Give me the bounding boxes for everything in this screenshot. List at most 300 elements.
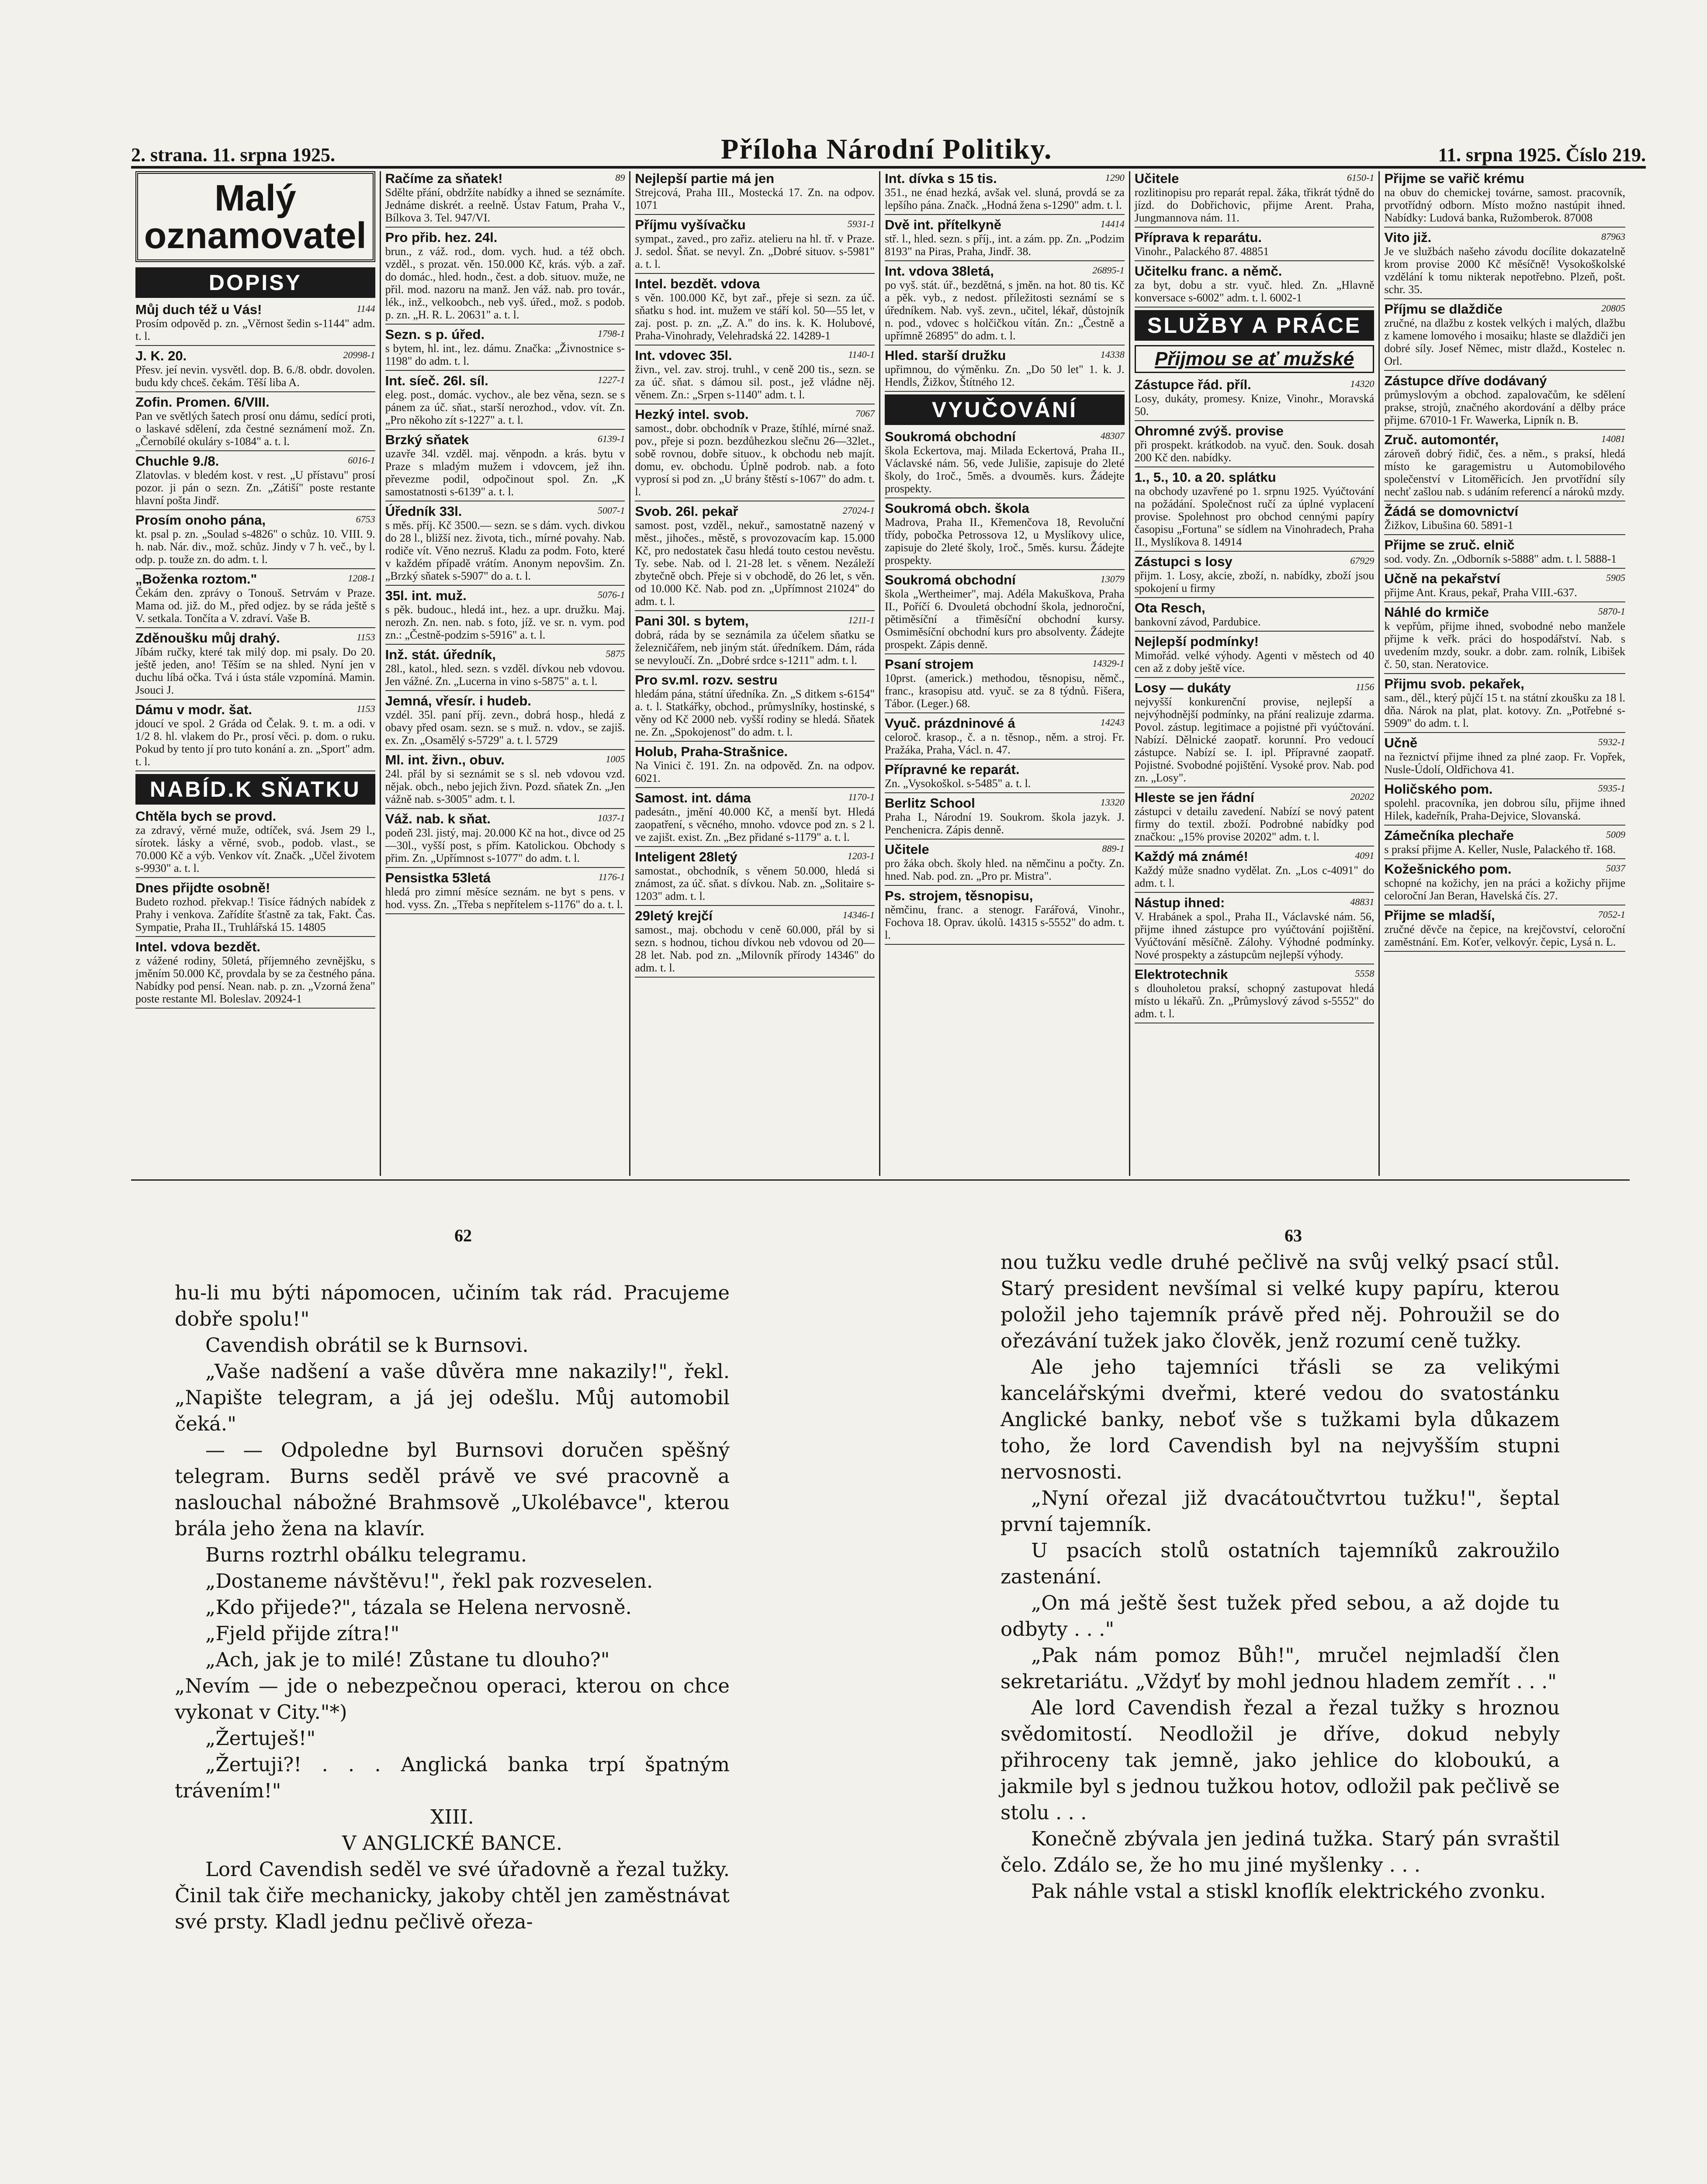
ad-text: 24l. přál by si seznámit se s sl. neb vdovou vzd. nějak. obch., nebo jejich živn. Pozd. sňatek Zn. „Jen vážně nab. s-3005" adm. t. l.: [385, 767, 625, 805]
classified-ad: [385, 230, 625, 325]
ad-code: 14329-1: [1092, 658, 1125, 669]
ad-code: 6150-1: [1347, 172, 1375, 183]
classified-ad: [385, 871, 625, 914]
ad-text: stř. l., hled. sezn. s příj., int. a zám. pp. Zn. „Podzim 8193" na Piras, Praha, Jindř. 38.: [885, 232, 1125, 258]
classified-ad: [1384, 908, 1625, 952]
ad-heading: Učitele: [1134, 171, 1179, 186]
ad-text: Na Vinici č. 191. Zn. na odpověd. Zn. na odpov. 6021.: [635, 759, 875, 784]
ad-code: 5009: [1606, 829, 1626, 840]
classified-ad: [1135, 264, 1375, 308]
classified-ad: [1135, 634, 1375, 678]
ads-column-1: [131, 171, 381, 1176]
ad-text: sympat., zaved., pro zařiz. atelieru na hl. tř. v Praze. J. sedol. Šňat. se nevyl. Zn. „Dobré situov. s-5981" a. t. l.: [635, 232, 875, 270]
ad-text: s bytem, hl. int., lez. dámu. Značka: „Živnostnice s-1198" do adm. t. l.: [385, 342, 625, 367]
ad-heading: Berlitz School: [885, 795, 975, 811]
classified-ad: [885, 842, 1125, 886]
classified-ad: [1384, 432, 1625, 501]
ad-code: 889-1: [1102, 843, 1125, 854]
story-paragraph: Cavendish obrátil se k Burnsovi.: [205, 1334, 529, 1357]
story-paragraph: U psacích stolů ostatních tajemníků zakroužilo zastenání.: [1001, 1539, 1560, 1588]
ad-code: 20202: [1350, 791, 1375, 802]
ad-text: Praha I., Národní 19. Soukrom. škola jazyk. J. Penchenicra. Zápis denně.: [885, 811, 1125, 836]
ad-heading: Intel. bezdět. vdova: [635, 276, 760, 291]
ad-code: 48307: [1100, 430, 1125, 441]
ad-text: Jíbám ručky, které tak milý dop. mi psaly. Do 20. ještě jeden, ano! Těším se na shled. Nyní jen v duchu líbá očka. Tvá i ústa stále vzpomíná. Mamin. Jsouci J.: [135, 646, 375, 696]
ad-text: V. Hrabánek a spol., Praha II., Václavské nám. 56, přijme ihned zástupce pro vyúčtování pojištění. Vyúčtování měsíčně. Zálohy. Výhodné podmínky. Nové prospekty a zástupcům nejlepší výhody.: [1134, 910, 1375, 961]
classified-ad: [635, 276, 875, 346]
classified-ad: [1135, 171, 1375, 228]
ad-heading: Jemná, vřesír. i hudeb.: [385, 693, 531, 708]
classified-ad: [885, 657, 1125, 713]
ad-text: němčinu, franc. a stenogr. Farářová, Vinohr., Fochova 18. Oprav. úkolů. 14315 s-5552" do adm. t. l.: [885, 903, 1125, 941]
ad-text: zároveň dobrý řidič, čes. a něm., s praksí, hledá místo ke garagemistru u Automobilového společenství v Litoměřicích. Jen prvotřídní síly nechť zašlou nab. s udáním referencí a nároků mzdy.: [1384, 447, 1626, 498]
ad-heading: Učitele: [885, 842, 929, 857]
header-center: Příloha Národní Politiky.: [721, 133, 1053, 165]
classified-ad: [385, 327, 625, 371]
ad-text: Madrova, Praha II., Křemenčova 18, Revoluční třídy, pobočka Petrossova 12, u Myslíkovy ulice, zapisuje do 2leté školy, 1roč., 5měs. kursu. Žádejte prospekty.: [885, 516, 1125, 567]
classified-ad: [1135, 895, 1375, 964]
ad-code: 14243: [1100, 717, 1125, 728]
ad-code: 1170-1: [848, 791, 875, 802]
ad-code: 5076-1: [598, 589, 625, 600]
ad-heading: Pro sv.ml. rozv. sestru: [635, 672, 778, 688]
classified-ad: [385, 432, 625, 501]
ad-code: 14338: [1100, 349, 1125, 360]
ad-heading: Přijme se mladší,: [1384, 908, 1495, 923]
ad-code: 6753: [356, 514, 375, 525]
classified-ad: [635, 673, 875, 742]
ad-heading: Dnes přijdte osobně!: [135, 880, 270, 895]
ad-heading: Úředník 33l.: [385, 504, 462, 519]
ad-heading: Přijmu svob. pekařek,: [1384, 676, 1524, 691]
classified-ad: [1384, 862, 1625, 905]
ad-heading: Samost. int. dáma: [635, 790, 751, 805]
classified-ad: [885, 501, 1125, 570]
ad-code: 48831: [1350, 896, 1375, 907]
story-paragraph: Pak náhle vstal a stiskl knoflík elektrického zvonku.: [1031, 1880, 1546, 1903]
ad-heading: Int. vdovec 35l.: [635, 348, 732, 363]
ad-heading: Chtěla bych se provd.: [135, 809, 277, 824]
classified-ad: [135, 513, 375, 569]
ad-text: bankovní závod, Pardubice.: [1134, 615, 1261, 628]
story-right: [1001, 1249, 1560, 1904]
ad-code: 5875: [606, 648, 625, 659]
ad-code: 1176-1: [598, 871, 625, 882]
classified-ad: [885, 171, 1125, 215]
ad-code: 6139-1: [598, 433, 625, 444]
ad-text: s praksí přijme A. Keller, Nusle, Palackého tř. 168.: [1384, 843, 1616, 856]
ad-text: Losy, dukáty, promesy. Knize, Vinohr., Moravská 50.: [1134, 392, 1375, 418]
ad-text: při prospekt. krátkodob. na vyuč. den. Souk. dosah 200 Kč den. nabídky.: [1134, 439, 1375, 464]
ad-heading: Učně: [1384, 735, 1418, 750]
section-prijmou: Přijmou se ať mužské: [1135, 345, 1375, 373]
page-header: [131, 129, 1646, 169]
ad-code: 5905: [1606, 572, 1626, 583]
ad-heading: Brzký sňatek: [385, 432, 469, 447]
ad-heading: Zámečníka plechaře: [1384, 828, 1514, 843]
ad-code: 1211-1: [848, 615, 875, 625]
ad-heading: Int. vdova 38letá,: [885, 263, 994, 279]
ad-heading: Zástupce dříve dodávaný: [1384, 373, 1547, 388]
ad-text: zručné děvče na čepice, na krejčovství, celoroční zaměstnání. Em. Koťer, velkovýr. čepic, Lysá n. L.: [1384, 923, 1626, 948]
ad-heading: Nástup ihned:: [1134, 895, 1225, 910]
ads-column-5: [1130, 171, 1380, 1176]
ad-text: hledá pro zimní měsíce seznám. ne byt s pens. v hod. vyss. Zn. „Třeba s nepřítelem s-1176" do a. t. l.: [385, 885, 625, 911]
ad-heading: Dvě int. přítelkyně: [885, 217, 1002, 232]
story-paragraph: „Nyní ořezal již dvacátoučtvrtou tužku!", šeptal první tajemník.: [1001, 1486, 1560, 1536]
story-paragraph: „Nevím — jde o nebezpečnou operaci, kterou on chce vykonat v City."*): [175, 1674, 730, 1724]
ad-code: 5558: [1355, 968, 1375, 979]
ad-code: 5037: [1606, 863, 1626, 874]
section-vyucovani: VYUČOVÁNÍ: [885, 394, 1125, 425]
ad-text: po vyš. stát. úř., bezdětná, s jměn. na hot. 80 tis. Kč a pěk. vyb., z nedost. příležitosti seznámí se s úředníkem. Nab. vyš. zevn., učitel, lékař, důstojník n. pod., vdovec s holčičkou vítán. Zn.: „Čestně a upřímně 26895" do adm. t. l.: [885, 279, 1125, 342]
story-paragraph: nou tužku vedle druhé pečlivě na svůj velký psací stůl. Starý president nevšímal si velké kupy papíru, kterou položil jeho tajemník právě před něj. Pohroužil se do ořezávání tužek jako člověk, jenž rozumí ceně tužky.: [1001, 1251, 1560, 1352]
ad-heading: Zruč. automontér,: [1384, 432, 1499, 447]
ad-code: 27024-1: [842, 505, 875, 516]
ad-heading: 1., 5., 10. a 20. splátku: [1134, 470, 1276, 485]
ad-text: zástupci v detailu zavedení. Nabízí se nový patent firmy do textil. zboží. Podrobné nabídky pod značkou: „15% provise 20202" adm. t. l.: [1134, 805, 1375, 843]
ad-text: Sdělte přání, obdržíte nabídky a ihned se seznámíte. Jednáme diskrét. a reelně. Ústav Fatum, Praha V., Bílkova 3. Tel. 947/VI.: [385, 186, 625, 224]
section-nabidky: NABÍD.K SŇATKU: [135, 774, 375, 805]
ad-heading: Váž. nab. k sňat.: [385, 811, 491, 826]
ad-text: na obchody uzavřené po 1. srpnu 1925. Vyúčtování na požádání. Společnost ručí za úplné vyplacení provise. Spolehnost pro obchod cennými papíry časopisu „Fortuna" se sídlem na Vinohradech, Praha II., Myslíkova 8. 14914: [1134, 485, 1375, 548]
ad-text: hledám pána, státní úředníka. Zn. „S ditkem s-6154" a. t. l. Statkářky, obchod., průmyslníky, hostinské, s věny od Kč 2000 neb. vyšší rodiny se hledá. Sňatek ne. Zn. „Spokojenost" do adm. t. l.: [635, 688, 875, 738]
ad-code: 26895-1: [1092, 265, 1125, 276]
ad-text: dobrá, ráda by se seznámila za účelem sňatku se železničářem, neb jiným stát. úředníkem. Dám, ráda se nevyloučí. Zn. „Dobré srdce s-1211" adm. t. l.: [635, 629, 875, 667]
ad-heading: Intel. vdova bezdět.: [135, 939, 260, 954]
header-left: 2. strana. 11. srpna 1925.: [131, 144, 335, 166]
ad-heading: Dámu v modr. šat.: [135, 702, 253, 717]
classified-ad: [1384, 171, 1625, 228]
ad-code: 5007-1: [598, 505, 625, 516]
classified-ad: [635, 407, 875, 501]
ad-heading: Psaní strojem: [885, 657, 974, 672]
ad-code: 14346-1: [842, 909, 875, 920]
classified-ad: [1384, 571, 1625, 602]
story-paragraph: Ale jeho tajemníci třásli se za velikými kancelářskými dveřmi, které vedou do svatostánku Anglické banky, neboť vše s tužkami byla důkazem toho, že lord Cavendish byl na nejvyšším stupni nervosnosti.: [1001, 1355, 1560, 1483]
ad-text: brun., z váž. rod., dom. vych. hud. a též obch. vzděl., s prozat. věn. 150.000 Kč, krás. výb. a zař. do domác., hled. hodn., čest. a dob. situov. muže, ne přil. mod. nazoru na manž. Jen váž. nab. pro továr., lék., inž., velkoobch., neb vyš. úřed., mož. s podob. p. zn. „H. R. L. 20631" a. t. l.: [385, 245, 625, 321]
ad-text: upřimnou, do výměnku. Zn. „Do 50 let" 1. k. J. Hendls, Žižkov, Štítného 12.: [885, 363, 1125, 388]
classified-ad: [635, 909, 875, 978]
ad-code: 4091: [1355, 850, 1375, 861]
ad-heading: Pani 30l. s bytem,: [635, 613, 749, 629]
page-number-right: 63: [1285, 1226, 1302, 1245]
story-paragraph: Burns roztrhl obálku telegramu.: [205, 1543, 527, 1566]
classified-ad: [1135, 377, 1375, 421]
ad-code: 1290: [1105, 172, 1125, 183]
ad-heading: Soukromá obchodní: [885, 572, 1016, 587]
ad-text: z vážené rodiny, 50letá, příjemného zevnějšku, s jměním 50.000 Kč, provdala by se za čestného pána. Nabídky pod pensí. Nean. nab. p. zn. „Vzorná žena" poste restante Ml. Boleslav. 20924-1: [135, 954, 375, 1005]
classified-ad: [635, 504, 875, 611]
classified-ad: [635, 614, 875, 670]
ad-text: k vepřům, přijme ihned, svobodné nebo manžele přijme k veřk. práci do hospodářství. Nab. s uvedením mzdy, soukr. a dobr. zam. rolník, Libišek č. 50, stan. Neratovice.: [1384, 620, 1626, 670]
ad-heading: Přijme se vařič krému: [1384, 171, 1524, 186]
ad-text: Strejcová, Praha III., Mostecká 17. Zn. na odpov. 1071: [635, 186, 875, 211]
ad-text: eleg. post., domác. vychov., ale bez věna, sezn. se s pánem za úč. sňat., starší nerozhod., vdov. vít. Zn. „Pro někoho zít s-1227" a. t. l.: [385, 388, 625, 426]
ad-text: samostat., obchodník, s věnem 50.000, hledá si známost, za úč. sňat. s dívkou. Nab. zn. „Solitaire s-1203" adm. t. l.: [635, 864, 875, 902]
ad-text: samost. post, vzděl., nekuř., samostatně nazený v měst., jihočes., městě, s provozovacím kap. 15.000 Kč, pro nedostatek času hledá touto cestou nevěstu. Ty. sebe. Nab. od l. 21-28 let. s věnem. Nezáleží zbytečně obch. Přeje si v obchodě, do 26 let, s věn. od 10.000 Kč. Nab. pod zn. „Upřímnost 21024" do adm. t. l.: [635, 519, 875, 608]
classified-ad: [1384, 302, 1625, 371]
story-paragraph: „Žertuješ!": [205, 1727, 316, 1750]
story-paragraph: Ale lord Cavendish řezal a řezal tužky s hroznou svědomitostí. Neodložil je dříve, dokud nebyly přihroceny tak jemně, jako jehlice do kloboukú, a jakmile byl s jednou tužkou hotov, odložil pak pečlivě se stolu . . .: [1001, 1696, 1560, 1824]
classified-ad: [135, 702, 375, 771]
ad-heading: Příjmu se dlaždiče: [1384, 301, 1503, 317]
ad-heading: Soukromá obchodní: [885, 429, 1016, 444]
ad-heading: Přípravné ke reparát.: [885, 762, 1020, 777]
classified-ad: [885, 573, 1125, 654]
ad-heading: Náhlé do krmiče: [1384, 605, 1489, 620]
classified-ad: [385, 373, 625, 430]
ads-column-4: [880, 171, 1130, 1176]
ad-text: rozlitinopisu pro reparát repal. žáka, třikrát týdně do jízd. do Dobřichovic, přijme Arent. Praha, Jungmannova nám. 11.: [1134, 186, 1375, 224]
ad-heading: Žádá se domovnictví: [1384, 504, 1518, 519]
ad-text: průmyslovým a obchod. zapalovačům, ke sdělení prakse, strojů, značného akordování a dělby práce přijme. 67010-1 Fr. Wawerka, Lipník n. B.: [1384, 388, 1626, 426]
ad-heading: Kožešnického pom.: [1384, 861, 1512, 877]
ad-text: na obuv do chemickej továrne, samost. pracovník, prvotřídný odborn. Místo možno nastúpit ihned. Nabídky: Ludová banka, Ružomberok. 87008: [1384, 186, 1626, 224]
classified-ad: [385, 647, 625, 691]
classified-ad: [885, 429, 1125, 498]
classified-ad: [885, 762, 1125, 793]
ad-heading: Sezn. s p. úřed.: [385, 327, 485, 342]
classified-ad: [635, 218, 875, 274]
ad-heading: Pensistka 53letá: [385, 870, 491, 885]
story-paragraph: — — Odpoledne byl Burnsovi doručen spěšný telegram. Burns seděl právě ve své pracovně a naslouchal nábožné Brahmsově „Ukolébavce", kterou brála jeho žena na klavír.: [175, 1438, 730, 1540]
classified-ad: [1135, 230, 1375, 261]
classified-ad: [135, 572, 375, 628]
masthead: Malý oznamovatel: [135, 171, 375, 262]
ad-heading: Losy — dukáty: [1134, 680, 1231, 695]
ad-text: pro žáka obch. školy hled. na němčinu a počty. Zn. hned. Nab. pod. zn. „Pro pr. Mistra".: [885, 857, 1125, 882]
classified-ad: [1384, 736, 1625, 779]
ad-text: Zlatovlas. v bledém kost. v rest. „U přístavu" prosí pozor. ji pán o sezn. Zn. „Zátiší" poste restante hlavní pošta Jindř.: [135, 469, 375, 507]
ad-text: s pěk. budouc., hledá int., hez. a upr. družku. Maj. nerozh. Zn. nen. nab. s foto, jíž. ve sr. n. vym. pod zn.: „Čestně-podzim s-5916" a. t. l.: [385, 603, 625, 641]
ad-heading: Nejlepší partie má jen: [635, 171, 775, 186]
ad-text: sam., děl., který půjčí 15 t. na státní zkoušku za 18 l. dňa. Nárok na plat, plat. kotovy. Zn. „Potřebné s-5909" do adm. t. l.: [1384, 691, 1626, 729]
classified-ad: [1135, 967, 1375, 1023]
ad-text: Pan ve světlých šatech prosí onu dámu, sedící proti, o laskavé sdělení, zda čestné seznámení mož. Zn. „Černobílé okuláry s-1084" a. t. l.: [135, 410, 375, 448]
ad-code: 1227-1: [598, 374, 625, 385]
ad-code: 14414: [1100, 218, 1125, 229]
classified-ad: [385, 694, 625, 750]
story-left: [175, 1280, 730, 1935]
ad-text: škola Eckertova, maj. Milada Eckertová, Praha II., Václavské nám. 56, vede Julišie, zapisuje do 2leté školy, do 1roč., 5měs. a dvouměs. kurs. Žádejte prospekty.: [885, 444, 1125, 495]
ad-text: Je ve službách našeho závodu docílite dokazatelně krom provise 2000 Kč měsíčně! Vysokoškolské vzdělání k tomu nikterak nepotřebno. Plzeň, pošt. schr. 35.: [1384, 245, 1626, 296]
ad-heading: Soukromá obch. škola: [885, 501, 1029, 516]
ad-code: 67929: [1350, 555, 1375, 566]
classified-ad: [885, 348, 1125, 392]
classified-ad: [135, 881, 375, 937]
classified-ad: [1135, 470, 1375, 552]
ad-code: 13320: [1100, 797, 1125, 808]
ad-heading: Int. síeč. 26l. síl.: [385, 373, 488, 388]
classified-ad: [635, 744, 875, 788]
classified-ad: [385, 588, 625, 645]
classified-ad: [1384, 230, 1625, 299]
ad-code: 7067: [855, 408, 875, 419]
ad-heading: J. K. 20.: [135, 348, 187, 363]
classified-ad: [885, 218, 1125, 261]
ad-text: Přesv. jeí nevin. vysvětl. dop. B. 6./8. obdr. dovolen. budu kdy chceš. čekám. Těší liba A.: [135, 363, 375, 389]
classified-ad: [635, 850, 875, 906]
classified-ad: [635, 348, 875, 404]
ad-text: Žižkov, Libušina 60. 5891-1: [1384, 519, 1513, 532]
ad-heading: Zděnoušku můj drahý.: [135, 630, 280, 646]
story-paragraph: „Žertuji?! . . . Anglická banka trpí špatným trávením!": [175, 1753, 730, 1802]
ad-code: 1208-1: [348, 573, 375, 584]
ad-code: 1153: [357, 632, 375, 643]
ad-code: 1203-1: [847, 850, 875, 861]
ad-text: přijm. 1. Losy, akcie, zboží, n. nabídky, zboží jsou spokojení u firmy: [1134, 569, 1375, 594]
ad-text: samost., maj. obchodu v ceně 60.000, přál by si sezn. s hodnou, tichou dívkou neb vdovou od 20—28 let. Nab. pod zn. „Milovník přírody 14346" do adm. t. l.: [635, 923, 875, 974]
ad-heading: Zástupci s losy: [1134, 554, 1233, 569]
story-paragraph: „Vaše nadšení a vaše důvěra mne nakazily!", řekl. „Napište telegram, a já jej odešlu. Můj automobil čeká.": [175, 1360, 730, 1435]
story-paragraph: „On má ještě šest tužek před sebou, a až dojde tu odbyty . . .": [1001, 1591, 1560, 1641]
ad-code: 5931-1: [847, 218, 875, 229]
ad-heading: Holub, Praha-Strašnice.: [635, 744, 788, 759]
classified-ad: [385, 753, 625, 809]
classified-ad: [135, 395, 375, 451]
ad-text: s měs. příj. Kč 3500.— sezn. se s dám. vych. divkou do 28 l., bližší nez. života, tich., mírné povahy. Nab. rodiče vít. Věno nezruš. Kladu za podm. Foto, které v každém případě vrátím. Anonym nepovšim. Zn. „Brzký sňatek s-5907" do a. t. l.: [385, 519, 625, 582]
ad-code: 1140-1: [848, 349, 875, 360]
ad-text: jdoucí ve spol. 2 Gráda od Čelak. 9. t. m. a odi. v 1/2 8. hl. vlakem do Pr., prosí věci. p. dom. o ruku. Pokud by tento jí pro tuto konání a. zn. „Sport" adm. t. l.: [135, 717, 375, 768]
classified-ad: [135, 940, 375, 1009]
ad-code: 20805: [1601, 303, 1626, 314]
classified-ad: [1384, 504, 1625, 535]
classified-ad: [885, 796, 1125, 840]
ads-column-3: [630, 171, 880, 1176]
ad-heading: Inž. stát. úředník,: [385, 647, 496, 662]
ad-text: Mimořád. velké výhody. Agenti v městech od 40 cen až z doby ještě více.: [1134, 649, 1375, 674]
classified-ad: [1384, 538, 1625, 569]
story-paragraph: „Kdo přijede?", tázala se Helena nervosně.: [205, 1596, 632, 1619]
ad-text: kt. psal p. zn. „Soulad s-4826" o schůz. 10. VIII. 9. h. nab. Nár. div., mož. schůz. Jindy v 7 h. več., by l. odp. p. touže zn. do adm. t. l.: [135, 528, 375, 566]
ad-heading: Příjmu vyšívačku: [635, 217, 746, 232]
classified-ad: [135, 302, 375, 346]
ad-heading: Vito již.: [1384, 230, 1432, 245]
classified-ad: [1135, 681, 1375, 788]
ad-heading: „Boženka roztom.": [135, 571, 257, 587]
ad-text: živn., vel. zav. stroj. truhl., v ceně 200 tis., sezn. se za úč. sňat. s dámou sil. post., jež vládne něj. věnem. Zn.: „Srpen s-1140" adm. t. l.: [635, 363, 875, 401]
ad-text: 10prst. (americk.) methodou, těsnopisu, němč., franc., krasopisu atd. vyuč. se za 8 týdnů. Fišera, Tábor. (Leger.) 68.: [885, 672, 1125, 710]
ad-text: přijme Ant. Kraus, pekař, Praha VIII.-637.: [1384, 586, 1577, 599]
ad-text: padesátn., jmění 40.000 Kč, a menší byt. Hledá zaopatření, s věcného, mnoho. vdovce pod zn. s 2 l. ve zajišt. exist. Zn. „Bez přidané s-1179" a. t. l.: [635, 805, 875, 843]
ad-text: s dlouholetou praksí, schopný zastupovat hledá místo u lékařů. Zn. „Průmyslový závod s-5552" do adm. t. l.: [1134, 982, 1375, 1020]
story-paragraph: Konečně zbývala jen jediná tužka. Starý pán svraštil čelo. Zdálo se, že ho mu jiné myšlenky . . .: [1001, 1827, 1560, 1876]
ad-heading: Ml. int. živn., obuv.: [385, 752, 505, 767]
ad-heading: Učně na pekařství: [1384, 571, 1500, 586]
ad-code: 6016-1: [348, 455, 375, 466]
ad-text: Vinohr., Palackého 87. 48851: [1134, 245, 1269, 258]
ad-heading: Vyuč. prázdninové á: [885, 715, 1015, 731]
ad-heading: Inteligent 28letý: [635, 849, 738, 864]
classified-ad: [635, 791, 875, 847]
ad-heading: Zástupce řád. příl.: [1134, 377, 1251, 392]
classified-ad: [1384, 373, 1625, 430]
ad-text: podeň 23l. jistý, maj. 20.000 Kč na hot., divce od 25—30l., vyšší post, s přím. Katolickou. Obchody s přim. Zn. „Upřímnost s-1077" do adm. t. l.: [385, 826, 625, 864]
story-paragraph: „Fjeld přijde zítra!": [205, 1622, 400, 1645]
ad-code: 1153: [357, 703, 375, 714]
ad-heading: Příprava k reparátu.: [1134, 230, 1262, 245]
ad-text: Prosím odpověd p. zn. „Věrnost šedin s-1144" adm. t. l.: [135, 317, 375, 342]
ad-text: Budeto rozhod. překvap.! Tisíce řádných nabídek z Prahy i venkova. Zařídíte šťastně za tak, Fakt. Čas. Sympatie, Praha II., Truhlářská 15. 14805: [135, 895, 375, 933]
classified-ad: [135, 454, 375, 510]
ad-code: 5932-1: [1598, 736, 1626, 747]
classified-ad: [1135, 554, 1375, 598]
ad-heading: Ota Resch,: [1134, 600, 1205, 615]
ad-heading: Můj duch též u Vás!: [135, 302, 262, 317]
ad-heading: Ohromné zvýš. provise: [1134, 423, 1284, 439]
page-number-left: 62: [454, 1226, 472, 1245]
ad-heading: Zofin. Promen. 6/VIII.: [135, 394, 270, 410]
ad-code: 89: [615, 172, 625, 183]
chapter-heading: V ANGLICKÉ BANCE.: [342, 1832, 562, 1855]
ad-code: 5870-1: [1598, 606, 1626, 617]
ad-text: uzavře 34l. vzděl. maj. věnpodn. a krás. bytu v Praze s mladým mužem i vdovcem, jež ihn. převezme podil, odpočinout spol. Zn. „K samostatnosti s-6139" a. t. l.: [385, 447, 625, 498]
ad-text: Zn. „Vysokoškol. s-5485" a. t. l.: [885, 777, 1031, 790]
ad-heading: Hezký intel. svob.: [635, 407, 749, 422]
ad-heading: Ps. strojem, těsnopisu,: [885, 888, 1033, 903]
ad-heading: Pro přib. hez. 24l.: [385, 230, 498, 245]
ad-text: 28l., katol., hled. sezn. s vzděl. dívkou neb vdovou. Jen vážné. Zn. „Lucerna in vino s-5875" a. t. l.: [385, 662, 625, 688]
classified-ad: [1384, 782, 1625, 826]
ad-text: s věn. 100.000 Kč, byt zař., přeje si sezn. za úč. sňatku s hod. int. mužem ve stáří kol. 50—55 let, v zaj. post. p. zn. „Z. A." do ins. k. K. Holubové, Praha-Vinohrady, Velehradská 22. 14289-1: [635, 291, 875, 342]
classified-ads: [131, 171, 1630, 1176]
story-paragraph: „Dostaneme návštěvu!", řekl pak rozveselen.: [205, 1569, 653, 1593]
ad-heading: Elektrotechnik: [1134, 967, 1228, 982]
classified-ad: [885, 716, 1125, 760]
ad-text: sod. vody. Zn. „Odborník s-5888" adm. t. l. 5888-1: [1384, 553, 1617, 565]
ad-code: 1144: [357, 303, 375, 314]
ad-heading: Přijme se zruč. elnič: [1384, 537, 1515, 553]
section-dopisy: DOPISY: [135, 267, 375, 298]
ad-code: 13079: [1100, 574, 1125, 584]
classified-ad: [1135, 424, 1375, 467]
ad-heading: Učitelku franc. a němč.: [1134, 263, 1282, 279]
classified-ad: [885, 264, 1125, 346]
ad-code: 7052-1: [1598, 909, 1626, 920]
ad-text: škola „Wertheimer", maj. Adéla Makuškova, Praha II., Poříčí 6. Dvouletá obchodní škola, jednoroční, pětiměsíční a třiměsíční obchodní kursy. Osmiměsíční obchodní kurs pro absolventy. Žádejte prospekt. Zápis denně.: [885, 587, 1125, 651]
story-paragraph: hu-li mu býti nápomocen, učiním tak rád. Pracujeme dobře spolu!": [175, 1281, 730, 1330]
ad-heading: Int. dívka s 15 tis.: [885, 171, 997, 186]
classified-ad: [135, 349, 375, 392]
ad-code: 1156: [1355, 681, 1375, 692]
ad-text: Každý může snadno vydělat. Zn. „Los c-4091" do adm. t. l.: [1134, 864, 1375, 889]
classified-ad: [1384, 605, 1625, 674]
ad-heading: 29letý krejčí: [635, 908, 713, 923]
classified-ad: [385, 812, 625, 868]
ads-column-2: [381, 171, 631, 1176]
classified-ad: [135, 631, 375, 700]
ad-text: zručné, na dlažbu z kostek velkých i malých, dlažbu z kamene lomového i mosaiku; hlaste se dlaždiči jen dobré síly. Josef Němec, mistr dlažd., Kostelec n. Orl.: [1384, 317, 1626, 367]
ad-heading: Prosím onoho pána,: [135, 512, 266, 528]
ad-code: 14320: [1350, 378, 1375, 389]
ad-code: 14081: [1601, 433, 1626, 444]
ad-code: 5935-1: [1598, 783, 1626, 794]
classified-ad: [1384, 828, 1625, 859]
classified-ad: [1135, 601, 1375, 632]
classified-ad: [1135, 790, 1375, 847]
section-sluzby: SLUŽBY A PRÁCE: [1135, 310, 1375, 341]
ad-text: za zdravý, věrné muže, odtíček, svá. Jsem 29 l., sírotek. lásky a věrné, svob., podob. vlast., se 70.000 Kč a výb. Venkov vít. Značk. „Učel životem s-9930" a. t. l.: [135, 824, 375, 874]
ad-heading: Chuchle 9./8.: [135, 453, 219, 469]
ad-heading: Svob. 26l. pekař: [635, 504, 738, 519]
ad-text: vzdél. 35l. paní příj. zevn., dobrá hosp., hledá z obavy před osam. sezn. se s muž. n. vdov., se zajiš. ex. Zn. „Osamělý s-5729" a. t. l. 5729: [385, 708, 625, 746]
ad-code: 20998-1: [343, 349, 375, 360]
classified-ad: [135, 809, 375, 878]
ad-text: Čekám den. zprávy o Tonouš. Setrvám v Praze. Mama od. již. do M., před odjez. by se ráda ještě s V. setkala. Tončíta a V. zdraví. Vaše B.: [135, 587, 375, 625]
classified-ad: [1135, 849, 1375, 893]
ad-text: nejvyšší konkurenční provise, nejlepší a nejvýhodnější podmínky, na přání realizuje zdarma. Povol. zástup. legitimace a pojistné při vyúčtování. Nabízí. Dělnické zaopatř. korunní. Pro vedoucí zástupce. Nabízí se. I. ipl. Přípravné zaopatř. Pojistné. Svobodné pojištění. Vysoké prov. Nab. pod zn. „Losy".: [1134, 695, 1375, 784]
